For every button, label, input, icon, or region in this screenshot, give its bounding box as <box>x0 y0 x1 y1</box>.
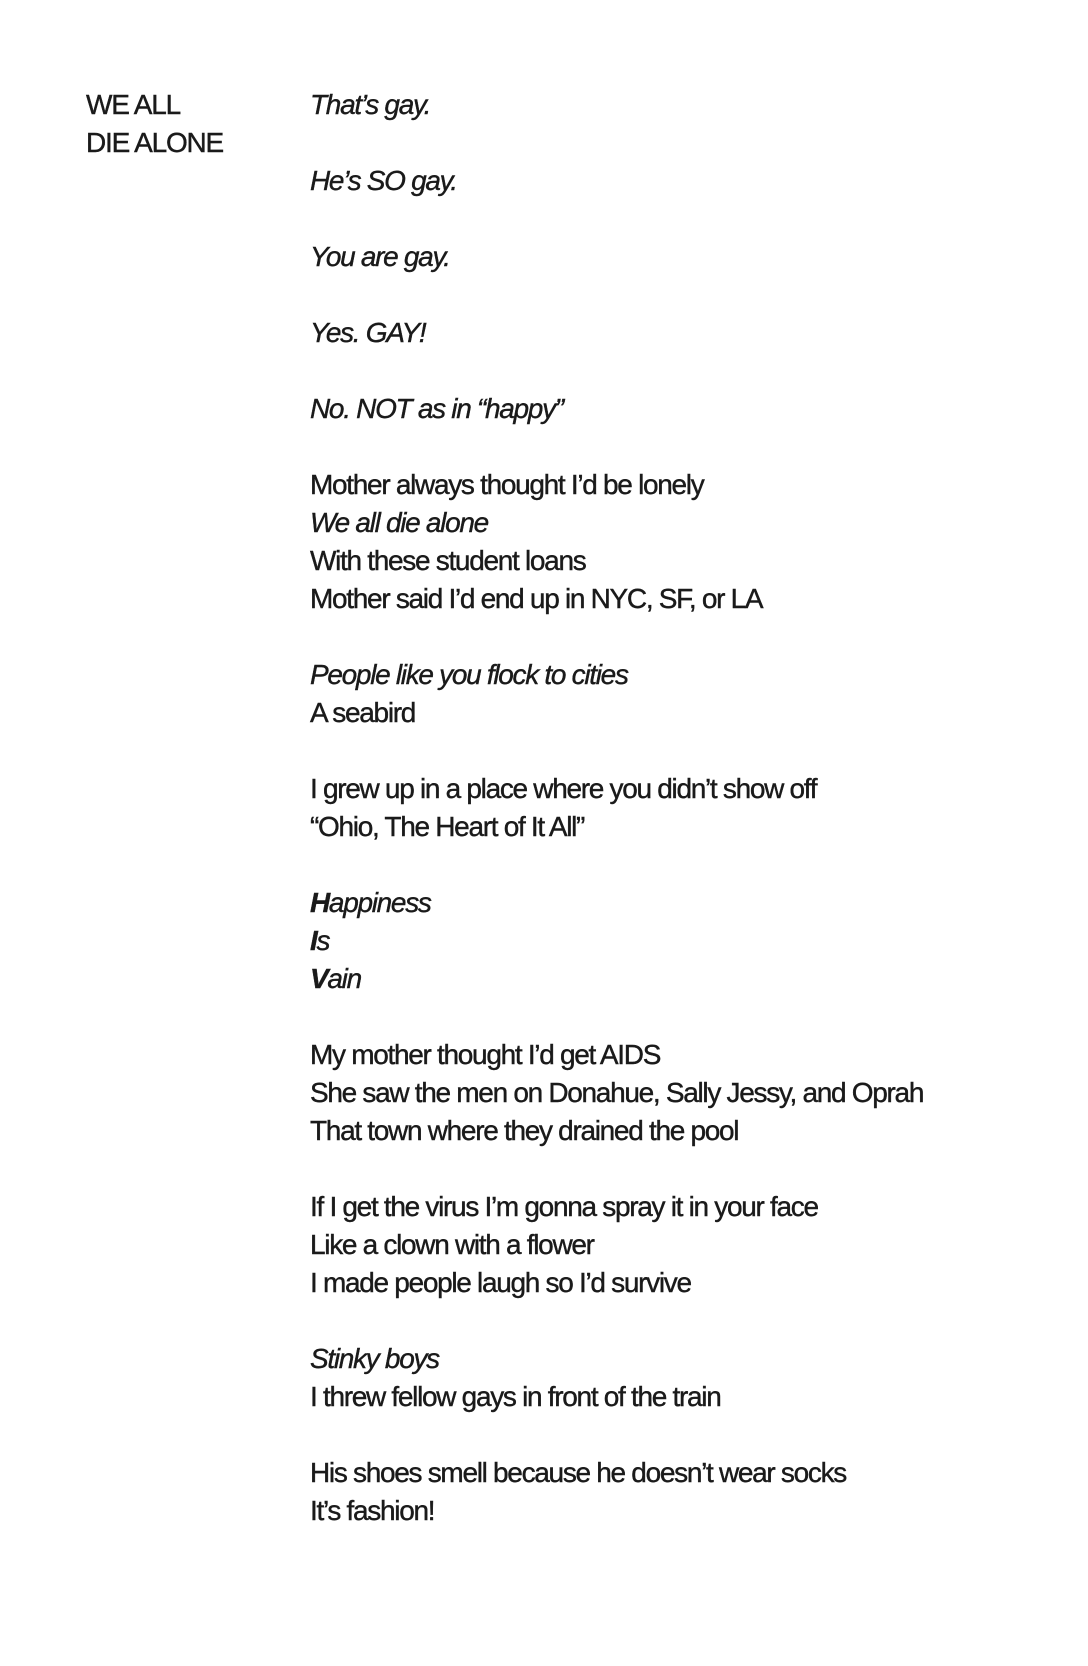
acrostic-rest: ain <box>327 963 361 994</box>
acrostic-rest: appiness <box>328 887 431 918</box>
stanza-5 <box>310 390 1050 428</box>
stanza-13 <box>310 1454 1050 1530</box>
poem-line: That’s gay. <box>310 89 431 120</box>
poem-line: With these student loans <box>310 545 586 576</box>
poem-line: No. NOT as in “happy” <box>310 393 563 424</box>
stanza-4 <box>310 314 1050 352</box>
poem-line: Mother always thought I’d be lonely <box>310 469 704 500</box>
acrostic-initial: H <box>310 887 329 918</box>
acrostic-line <box>310 922 1050 960</box>
poem-line: I grew up in a place where you didn’t show off <box>310 773 817 804</box>
stanza-7 <box>310 656 1050 732</box>
stanza-8 <box>310 770 1050 846</box>
stanza-1 <box>310 86 1050 124</box>
poem-line: People like you flock to cities <box>310 659 628 690</box>
stanza-11 <box>310 1188 1050 1302</box>
poem-line: A seabird <box>310 697 416 728</box>
poem-line: Stinky boys <box>310 1343 439 1374</box>
poem-line: My mother thought I’d get AIDS <box>310 1039 661 1070</box>
stanza-3 <box>310 238 1050 276</box>
stanza-2 <box>310 162 1050 200</box>
acrostic-initial: V <box>310 963 328 994</box>
stanza-6 <box>310 466 1050 618</box>
poem-line: She saw the men on Donahue, Sally Jessy, and Oprah <box>310 1077 924 1108</box>
poem-line: His shoes smell because he doesn’t wear socks <box>310 1457 847 1488</box>
poem-line: I threw fellow gays in front of the train <box>310 1381 721 1412</box>
poem-title-line-1: WE ALL <box>86 89 180 120</box>
poem-line: Like a clown with a flower <box>310 1229 594 1260</box>
poem-line: Yes. GAY! <box>310 317 426 348</box>
poem-line: He’s SO gay. <box>310 165 457 196</box>
acrostic-rest: s <box>316 925 330 956</box>
poem-line: Mother said I’d end up in NYC, SF, or LA <box>310 583 763 614</box>
poem-title-line-2: DIE ALONE <box>86 127 224 158</box>
poem-line: You are gay. <box>310 241 450 272</box>
stanza-12 <box>310 1340 1050 1416</box>
stanza-9-acrostic <box>310 884 1050 998</box>
poem-line: If I get the virus I’m gonna spray it in your face <box>310 1191 818 1222</box>
poem-line: It’s fashion! <box>310 1495 435 1526</box>
acrostic-line <box>310 960 1050 998</box>
stanza-10 <box>310 1036 1050 1150</box>
poem-line: That town where they drained the pool <box>310 1115 739 1146</box>
poem-line: “Ohio, The Heart of It All” <box>310 811 585 842</box>
poem-title <box>86 86 223 162</box>
poem-line: We all die alone <box>310 507 488 538</box>
acrostic-initial: I <box>310 925 317 956</box>
poem-line: I made people laugh so I’d survive <box>310 1267 691 1298</box>
acrostic-line <box>310 884 1050 922</box>
poem-body <box>310 86 1050 1568</box>
